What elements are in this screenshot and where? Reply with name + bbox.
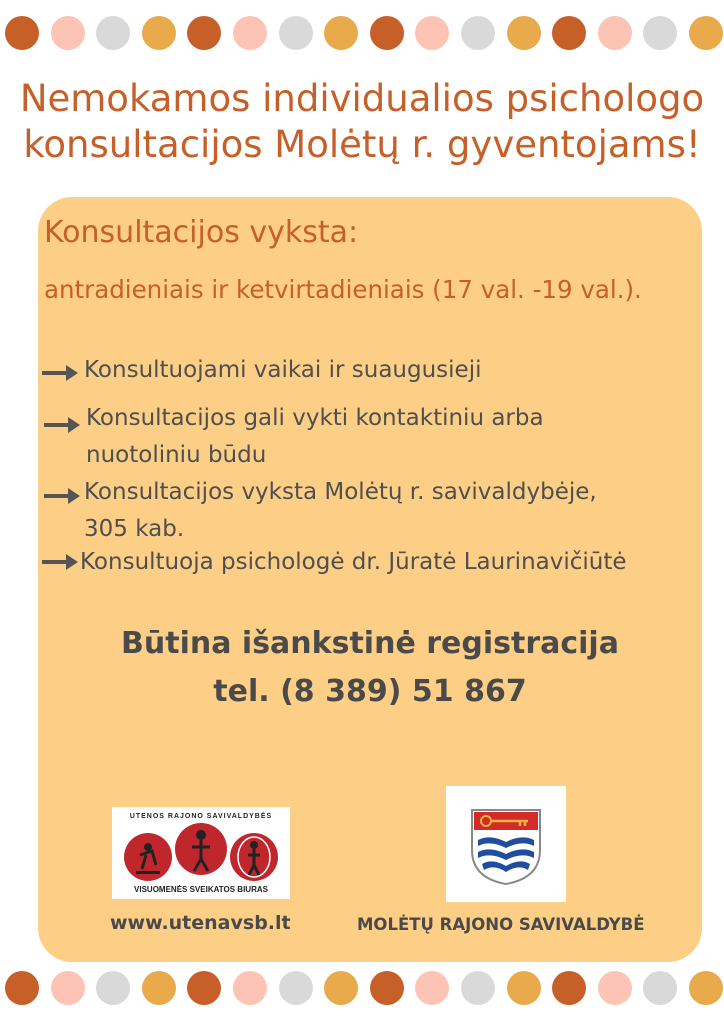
decorative-dot	[689, 971, 723, 1005]
decorative-dot	[51, 971, 85, 1005]
schedule-heading: Konsultacijos vyksta:	[44, 215, 359, 250]
decorative-dot	[461, 971, 495, 1005]
decorative-dot	[324, 971, 358, 1005]
decorative-dot	[96, 16, 130, 50]
decorative-dot	[598, 971, 632, 1005]
decorative-dot	[461, 16, 495, 50]
schedule-days: antradieniais ir ketvirtadieniais (17 val. -19 val.).	[44, 275, 642, 304]
decorative-dot	[598, 16, 632, 50]
logo-bottom-text: VISUOMENĖS SVEIKATOS BIURAS	[134, 885, 268, 894]
decorative-dot	[51, 16, 85, 50]
municipality-name: MOLĖTŲ RAJONO SAVIVALDYBĖ	[357, 915, 645, 934]
decorative-dot	[233, 971, 267, 1005]
title-line-2: konsultacijos Molėtų r. gyventojams!	[23, 123, 701, 166]
arrow-right-icon	[44, 415, 80, 435]
decorative-dot-row-top	[0, 16, 724, 56]
arrow-right-icon	[44, 486, 80, 506]
decorative-dot	[187, 971, 221, 1005]
decorative-dot	[96, 971, 130, 1005]
decorative-dot	[233, 16, 267, 50]
decorative-dot	[370, 971, 404, 1005]
decorative-dot	[689, 16, 723, 50]
decorative-dot	[643, 16, 677, 50]
decorative-dot	[279, 16, 313, 50]
logo-figures-graphic	[112, 821, 290, 883]
decorative-dot	[507, 16, 541, 50]
decorative-dot	[507, 971, 541, 1005]
decorative-dot	[5, 971, 39, 1005]
decorative-dot	[187, 16, 221, 50]
title-line-1: Nemokamos individualios psichologo	[19, 77, 705, 120]
coat-of-arms-shield-icon	[470, 808, 542, 886]
decorative-dot	[5, 16, 39, 50]
decorative-dot	[643, 971, 677, 1005]
decorative-dot	[142, 16, 176, 50]
logo-top-text: UTENOS RAJONO SAVIVALDYBĖS	[129, 813, 273, 820]
page-title	[0, 76, 724, 168]
list-item: Konsultacijos vyksta Molėtų r. savivaldybėje, 305 kab.	[84, 479, 597, 542]
decorative-dot	[370, 16, 404, 50]
list-item: Konsultuojami vaikai ir suaugusieji	[84, 357, 482, 383]
decorative-dot	[142, 971, 176, 1005]
decorative-dot	[552, 971, 586, 1005]
arrow-right-icon	[42, 363, 78, 383]
decorative-dot-row-bottom	[0, 971, 724, 1011]
registration-phone: tel. (8 389) 51 867	[213, 674, 527, 709]
list-item: Konsultuoja psichologė dr. Jūratė Laurinavičiūtė	[80, 549, 627, 575]
registration-heading: Būtina išankstinė registracija	[121, 626, 619, 661]
arrow-right-icon	[42, 552, 78, 572]
decorative-dot	[324, 16, 358, 50]
decorative-dot	[415, 16, 449, 50]
moletu-coat-of-arms	[446, 786, 566, 902]
decorative-dot	[552, 16, 586, 50]
list-item: Konsultacijos gali vykti kontaktiniu arba nuotoliniu būdu	[86, 405, 544, 468]
decorative-dot	[279, 971, 313, 1005]
utenos-vsb-logo	[112, 807, 290, 899]
website-link[interactable]: www.utenavsb.lt	[110, 912, 291, 934]
decorative-dot	[415, 971, 449, 1005]
